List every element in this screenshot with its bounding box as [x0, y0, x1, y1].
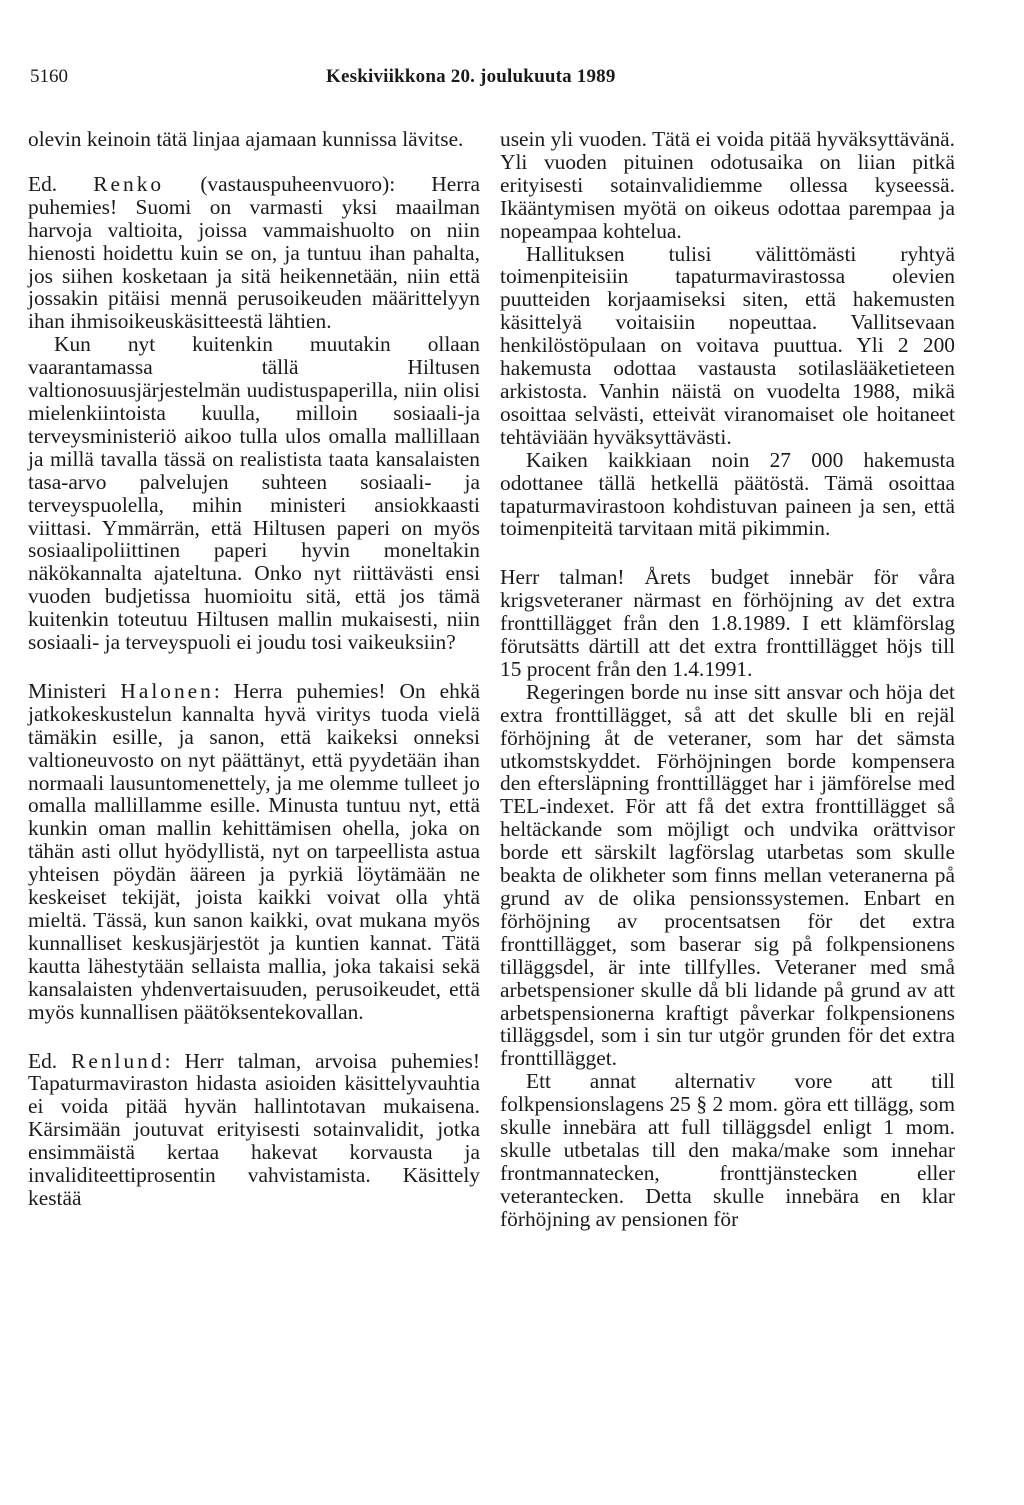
- paragraph: Kaiken kaikkiaan noin 27 000 hakemusta odottanee tällä hetkellä päätöstä. Tämä osoittaa tapaturmavirastoon kohdistuvan paineen ja sen, että toimenpiteitä tarvitaan mitä pikimmin.: [500, 447, 955, 541]
- speech-renlund: [28, 1050, 480, 1210]
- running-head: Keskiviikkona 20. joulukuuta 1989: [326, 66, 616, 87]
- paragraph: olevin keinoin tätä linjaa ajamaan kunnissa lävitse.: [28, 127, 464, 151]
- paragraph: usein yli vuoden. Tätä ei voida pitää hyväksyttävänä. Yli vuoden pituinen odotusaika on liian pitkä erityisesti sotainvalidiemme ollessa kyseessä. Ikääntymisen myötä on oikeus odottaa parempaa ja nopeampaa kohtelua.: [500, 127, 955, 243]
- title-prefix: Ministeri: [28, 678, 107, 703]
- paragraph: Ett annat alternativ vore att till folkpensionslagens 25 § 2 mom. göra ett tillägg, som skulle innebära att full tilläggsdel enligt 1 mom. skulle utbetalas till den maka/make som innehar frontmannatecken, fronttjänstecken eller veterantecken. Detta skulle innebära en klar förhöjning av pensionen för: [500, 1069, 955, 1231]
- speaker-name: Renko: [93, 171, 165, 196]
- paragraph: Kun nyt kuitenkin muutakin ollaan vaarantamassa tällä Hiltusen valtionosuusjärjestelmän uudistuspaperilla, niin olisi mielenkiintoista kuulla, milloin sosiaali-ja terveysministeriö aikoo tulla ulos omalla mallillaan ja millä tavalla tässä on realistista taata kansalaisten tasa-arvo palvelujen suhteen sosiaali- ja terveyspuolella, mihin ministeri ansiokkaasti viittasi. Ymmärrän, että Hiltusen paperi on myös sosiaalipoliittinen paperi hyvin moneltakin näkökannalta ajateltuna. Onko nyt riittävästi ensi vuoden budjetissa huomioitu sitä, että jos tämä kuitenkin toteutuu Hiltusen mallin mukaisesti, niin sosiaali- ja terveyspuoli ei joudu tosi vaikeuksiin?: [28, 332, 480, 655]
- speech-text: : Herra puhemies! On ehkä jatkokeskustelun kannalta hyvä viritys tuoda vielä tämäkin esille, ja sanon, että kaikeksi onneksi valtioneuvosto on nyt päättänyt, että pyydetään ihan normaali lausuntomenettely, ja me olemme tulleet jo omalla mallillamme esille. Minusta tuntuu nyt, että kunkin oman mallin kehittämisen ohella, joka on tähän asti ollut hyödyllistä, nyt on tarpeellista astua yhteisen pöydän ääreen ja pyrkiä löytämään ne keskeiset tekijät, joista kaikki voivat olla yhtä mieltä. Tässä, kun sanon kaikki, ovat mukana myös kunnalliset keskusjärjestöt ja kuntien kannat. Tätä kautta lähestytään sellaista mallia, joka takaisi sekä kansalaisten yhdenvertaisuuden, perusoikeudet, että myös kunnallisen päätöksentekovallan.: [28, 678, 480, 1024]
- paragraph: Herr talman! Årets budget innebär för våra krigsveteraner närmast en förhöjning av det extra fronttillägget från den 1.8.1989. I ett klämförslag förutsätts därtill att det extra fronttillägget höjs till 15 procent från den 1.4.1991.: [500, 565, 955, 681]
- speaker-name: Renlund: [71, 1048, 165, 1073]
- page-header: [30, 66, 964, 96]
- page-number: 5160: [30, 66, 68, 87]
- right-column: [500, 128, 955, 1231]
- speaker-name: Halonen: [120, 678, 214, 703]
- left-column: [28, 128, 480, 1210]
- title-prefix: Ed.: [28, 171, 58, 196]
- speech-text: (vastauspuheenvuoro): Herra puhemies! Suomi on varmasti yksi maailman harvoja valtioita, joissa vammaishuolto on niin hienosti hoidettu kuin se on, ja tuntuu ihan pahalta, jos siihen kosketaan ja sitä heikennetään, niin että jossakin pitäisi mennä perusoikeuden määrittelyyn ihan ihmisoikeuskäsitteestä lähtien.: [28, 171, 480, 334]
- paragraph: Regeringen borde nu inse sitt ansvar och höja det extra fronttillägget, så att det skulle bli en rejäl förhöjning åt de veteraner, som har det sämsta utkomstskyddet. Förhöjningen borde kompensera den eftersläpning fronttillägget har i jämförelse med TEL-indexet. För att få det extra fronttillägget så heltäckande som möjligt och undvika orättvisor borde ett särskilt lagförslag utarbetas som skulle beakta de olikheter som finns mellan veteranerna på grund av de olika pensionssystemen. Enbart en förhöjning av procentsatsen för det extra fronttillägget, som baserar sig på folkpensionens tilläggsdel, är inte tillfylles. Veteraner med små arbetspensioner skulle då bli lidande på grund av att arbetspensionerna kraftigt påverkar folkpensionens tilläggsdel, som i sin tur utgör grunden för det extra fronttillägget.: [500, 679, 955, 1071]
- speech-text: : Herr talman, arvoisa puhemies! Tapaturmaviraston hidasta asioiden käsittelyvauhtia ei voida pitää hyvän hallintotavan mukaisena. Kärsimään joutuvat erityisesti sotainvalidit, jotka ensimmäistä kertaa hakevat korvausta ja invaliditeettiprosentin vahvistamista. Käsittely kestää: [28, 1048, 480, 1210]
- speech-halonen: [28, 680, 480, 1024]
- title-prefix: Ed.: [28, 1048, 58, 1073]
- paragraph: Hallituksen tulisi välittömästi ryhtyä toimenpiteisiin tapaturmavirastossa olevien puutteiden korjaamiseksi siten, että hakemusten käsittelyä voitaisiin nopeuttaa. Vallitsevaan henkilöstöpulaan on voitava puuttua. Yli 2 200 hakemusta odottaa vastausta sotilaslääketieteen arkistosta. Vanhin näistä on vuodelta 1988, mikä osoittaa selvästi, etteivät viranomaiset ole hoitaneet tehtäviään hyväksyttävästi.: [500, 241, 955, 449]
- speech-renko: [28, 173, 480, 333]
